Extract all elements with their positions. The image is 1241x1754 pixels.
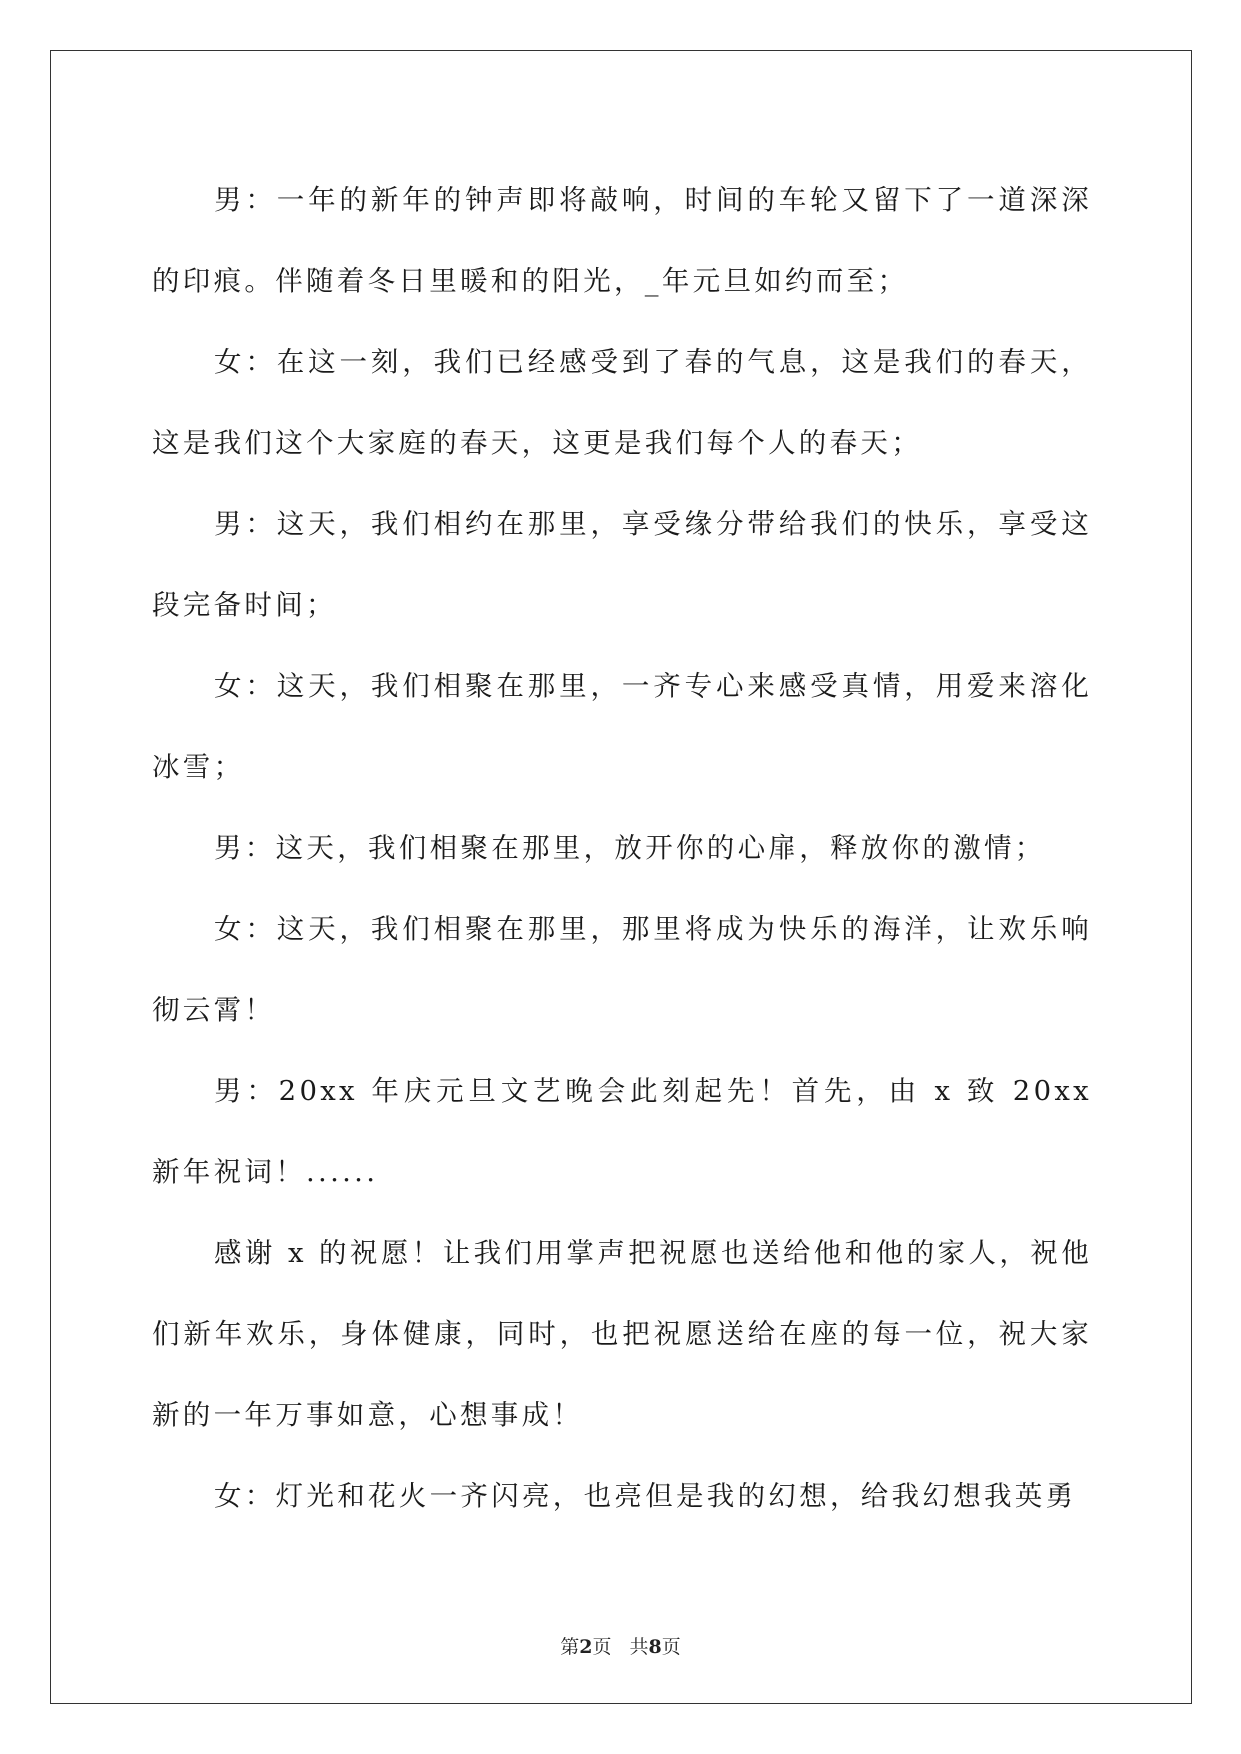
paragraph-3: 男：这天，我们相约在那里，享受缘分带给我们的快乐，享受这段完备时间； [152,508,1092,621]
paragraph-5: 男：这天，我们相聚在那里，放开你的心扉，释放你的激情； [214,832,1046,864]
page-total: 8 [648,1636,662,1658]
paragraph-4: 女：这天，我们相聚在那里，一齐专心来感受真情，用爱来溶化冰雪； [152,670,1092,783]
paragraph-2: 女：在这一刻，我们已经感受到了春的气息，这是我们的春天，这是我们这个大家庭的春天，这更是我们每个人的春天； [152,346,1092,459]
page-number-suffix: 页 [592,1636,612,1658]
page-total-suffix: 页 [661,1636,681,1658]
page-total-prefix: 共 [629,1636,649,1658]
page-number-prefix: 第 [560,1636,580,1658]
paragraph-6: 女：这天，我们相聚在那里，那里将成为快乐的海洋，让欢乐响彻云霄！ [152,913,1092,1026]
paragraph-7: 男：20xx 年庆元旦文艺晚会此刻起先！首先，由 x 致 20xx 新年祝词！...... [152,1075,1092,1188]
page-footer [0,1632,1241,1659]
document-body [152,160,1092,1537]
page-number-current: 2 [579,1636,593,1658]
paragraph-8: 感谢 x 的祝愿！让我们用掌声把祝愿也送给他和他的家人，祝他们新年欢乐，身体健康，同时，也把祝愿送给在座的每一位，祝大家新的一年万事如意，心想事成！ [152,1237,1092,1431]
paragraph-1: 男：一年的新年的钟声即将敲响，时间的车轮又留下了一道深深的印痕。伴随着冬日里暖和的阳光，_年元旦如约而至； [152,184,1092,297]
paragraph-9: 女：灯光和花火一齐闪亮，也亮但是我的幻想，给我幻想我英勇 [214,1480,1077,1512]
